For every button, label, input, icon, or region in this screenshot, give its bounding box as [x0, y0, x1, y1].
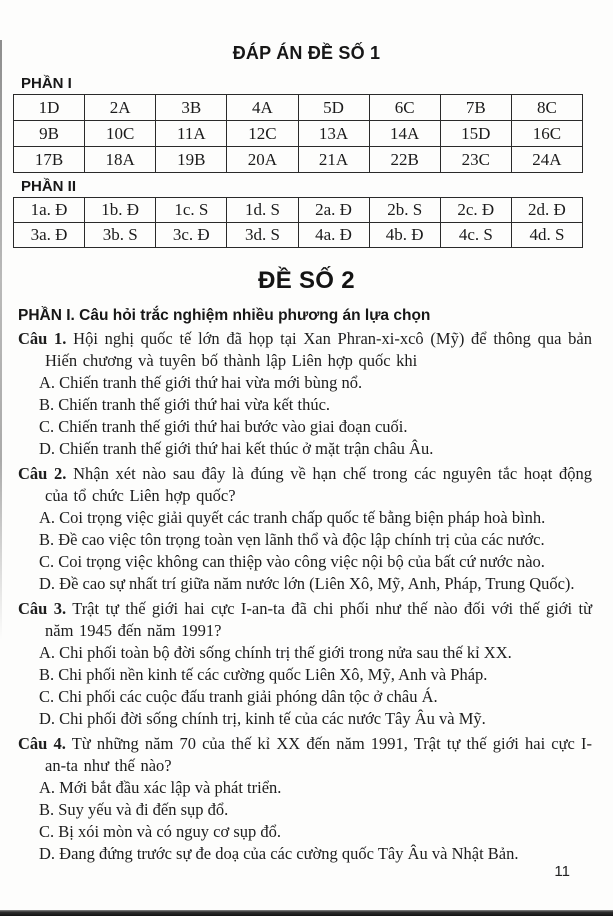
question-text: Câu 4. Từ những năm 70 của thế kỉ XX đến năm 1991, Trật tự thế giới hai cực I-an-ta như thế nào?: [18, 734, 593, 775]
answer-option: C. Chiến tranh thế giới thứ hai bước vào giai đoạn cuối.: [39, 417, 408, 436]
answer-cell: 13A: [298, 121, 369, 147]
answer-cell: 9B: [14, 121, 85, 147]
answer-cell: 2A: [85, 95, 156, 121]
answer-option: D. Chiến tranh thế giới thứ hai kết thúc ở mặt trận châu Âu.: [39, 439, 434, 458]
answer-cell: 4a. Đ: [298, 223, 369, 248]
answer-cell: 16C: [511, 121, 582, 147]
answer-option: D. Chi phối đời sống chính trị, kinh tế của các nước Tây Âu và Mỹ.: [39, 709, 486, 728]
question-text: Câu 2. Nhận xét nào sau đây là đúng về hạn chế trong các nguyên tắc hoạt động của tổ chức Liên hợp quốc?: [18, 464, 592, 505]
answer-option: A. Mới bắt đầu xác lập và phát triển.: [39, 778, 282, 797]
answer-cell: 15D: [440, 121, 511, 147]
answer-option: B. Đề cao việc tôn trọng toàn vẹn lãnh thổ và độc lập chính trị của các nước.: [39, 530, 545, 549]
question-list: [18, 328, 592, 865]
answer-cell: 3b. S: [85, 223, 156, 248]
answer-option: D. Đề cao sự nhất trí giữa năm nước lớn (Liên Xô, Mỹ, Anh, Pháp, Trung Quốc).: [39, 574, 575, 593]
answer-cell: 4c. S: [440, 223, 511, 248]
answer-cell: 8C: [511, 95, 582, 121]
question-block: [18, 733, 592, 865]
answer-option: B. Chiến tranh thế giới thứ hai vừa kết thúc.: [39, 395, 331, 414]
exam-title: ĐỀ SỐ 2: [258, 267, 355, 294]
question-block: [18, 328, 592, 460]
answer-cell: 1c. S: [156, 198, 227, 223]
answer-cell: 21A: [298, 147, 369, 173]
answer-cell: 19B: [156, 147, 227, 173]
answer-option: A. Coi trọng việc giải quyết các tranh chấp quốc tế bằng biện pháp hoà bình.: [39, 508, 546, 527]
answer-cell: 7B: [440, 95, 511, 121]
answer-cell: 11A: [156, 121, 227, 147]
answer-cell: 6C: [369, 95, 440, 121]
exam-section: [0, 267, 613, 865]
answer-row: [14, 147, 583, 173]
answer-cell: 20A: [227, 147, 298, 173]
scan-edge-bottom-artifact: [0, 910, 613, 916]
question-text: Câu 1. Hội nghị quốc tế lớn đã họp tại Xan Phran-xi-xcô (Mỹ) để thông qua bản Hiến chương và tuyên bố thành lập Liên hợp quốc khi: [18, 329, 592, 370]
answer-option: B. Chi phối nền kinh tế các cường quốc Liên Xô, Mỹ, Anh và Pháp.: [39, 665, 488, 684]
question-label: Câu 2.: [18, 464, 67, 483]
answer-cell: 14A: [369, 121, 440, 147]
answer-cell: 3c. Đ: [156, 223, 227, 248]
answer-option: C. Coi trọng việc không can thiệp vào công việc nội bộ của bất cứ nước nào.: [39, 552, 545, 571]
answer-cell: 24A: [511, 147, 582, 173]
answer-cell: 1d. S: [227, 198, 298, 223]
answer-cell: 2b. S: [369, 198, 440, 223]
question-block: [18, 463, 592, 595]
answer-option: C. Chi phối các cuộc đấu tranh giải phóng dân tộc ở châu Á.: [39, 687, 438, 706]
answer-cell: 10C: [85, 121, 156, 147]
section-heading: PHẦN I. Câu hỏi trắc nghiệm nhiều phương án lựa chọn: [18, 307, 431, 324]
question-text: Câu 3. Trật tự thế giới hai cực I-an-ta đã chi phối như thế nào đối với thế giới từ năm 1945 đến năm 1991?: [18, 599, 593, 640]
answer-cell: 2d. Đ: [511, 198, 582, 223]
answer-row: [14, 121, 583, 147]
answer-row: [14, 198, 583, 223]
answer-cell: 18A: [85, 147, 156, 173]
answer-cell: 1b. Đ: [85, 198, 156, 223]
question-label: Câu 3.: [18, 599, 67, 618]
page-number: 11: [554, 863, 570, 880]
answer-cell: 3d. S: [227, 223, 298, 248]
answer-option: C. Bị xói mòn và có nguy cơ sụp đổ.: [39, 822, 282, 841]
part2-label: PHẦN II: [21, 178, 77, 195]
answer-cell: 3a. Đ: [14, 223, 85, 248]
answer-option: A. Chiến tranh thế giới thứ hai vừa mới bùng nổ.: [39, 373, 363, 392]
question-block: [18, 598, 592, 730]
answer-cell: 4b. Đ: [369, 223, 440, 248]
answer-key-title: ĐÁP ÁN ĐỀ SỐ 1: [232, 43, 381, 63]
answer-cell: 23C: [440, 147, 511, 173]
answer-row: [14, 95, 583, 121]
answer-cell: 1a. Đ: [14, 198, 85, 223]
answer-option: D. Đang đứng trước sự đe doạ của các cường quốc Tây Âu và Nhật Bản.: [39, 844, 519, 863]
answer-cell: 4A: [227, 95, 298, 121]
answer-cell: 5D: [298, 95, 369, 121]
answer-cell: 4d. S: [511, 223, 582, 248]
answer-cell: 22B: [369, 147, 440, 173]
answer-cell: 1D: [14, 95, 85, 121]
scan-edge-left-artifact: [0, 40, 2, 640]
answer-key-section: [0, 43, 613, 248]
answer-cell: 2a. Đ: [298, 198, 369, 223]
answer-cell: 17B: [14, 147, 85, 173]
answer-row: [14, 223, 583, 248]
answer-option: B. Suy yếu và đi đến sụp đổ.: [39, 800, 229, 819]
answer-option: A. Chi phối toàn bộ đời sống chính trị thế giới trong nửa sau thế kỉ XX.: [39, 643, 512, 662]
exam-content: [0, 307, 613, 865]
part1-label: PHẦN I: [21, 75, 72, 92]
part1-answer-table: [13, 94, 583, 173]
part2-answer-table: [13, 197, 583, 248]
answer-cell: 12C: [227, 121, 298, 147]
question-label: Câu 1.: [18, 329, 67, 348]
answer-cell: 3B: [156, 95, 227, 121]
question-label: Câu 4.: [18, 734, 66, 753]
answer-cell: 2c. Đ: [440, 198, 511, 223]
